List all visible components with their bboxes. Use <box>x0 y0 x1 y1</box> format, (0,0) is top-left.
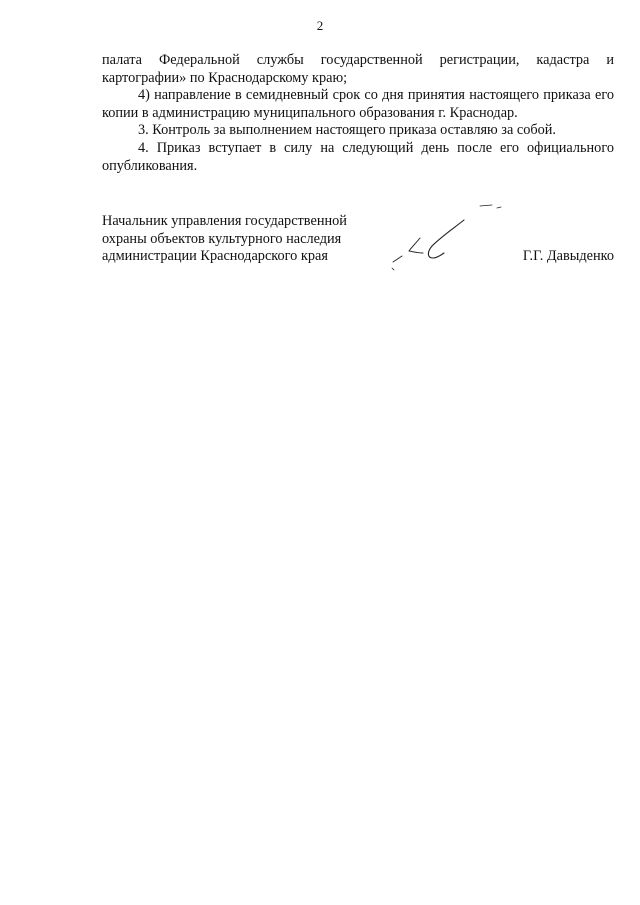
signature-block <box>102 213 614 273</box>
signatory-title-line: Начальник управления государственной <box>102 213 347 229</box>
paragraph-item-4-copy-direction: 4) направление в семидневный срок со дня принятия настоящего приказа его копии в администрацию муниципального образования г. Краснодар. <box>102 87 614 121</box>
document-body <box>102 52 614 175</box>
handwritten-signature <box>380 198 510 278</box>
paragraph-item-3-control: 3. Контроль за выполнением настоящего приказа оставляю за собой. <box>138 122 557 139</box>
signatory-title-line: администрации Краснодарского края <box>102 248 328 265</box>
paragraph-registry-chamber: палата Федеральной службы государственной регистрации, кадастра и картографии» по Краснодарскому краю; <box>102 52 614 86</box>
signatory-title-line: охраны объектов культурного наследия <box>102 230 342 247</box>
page-number: 2 <box>316 18 324 33</box>
signatory-name: Г.Г. Давыденко <box>522 248 614 264</box>
paragraph-item-4-effective: 4. Приказ вступает в силу на следующий день после его официального опубликования. <box>102 139 614 174</box>
signatory-title <box>102 213 382 266</box>
